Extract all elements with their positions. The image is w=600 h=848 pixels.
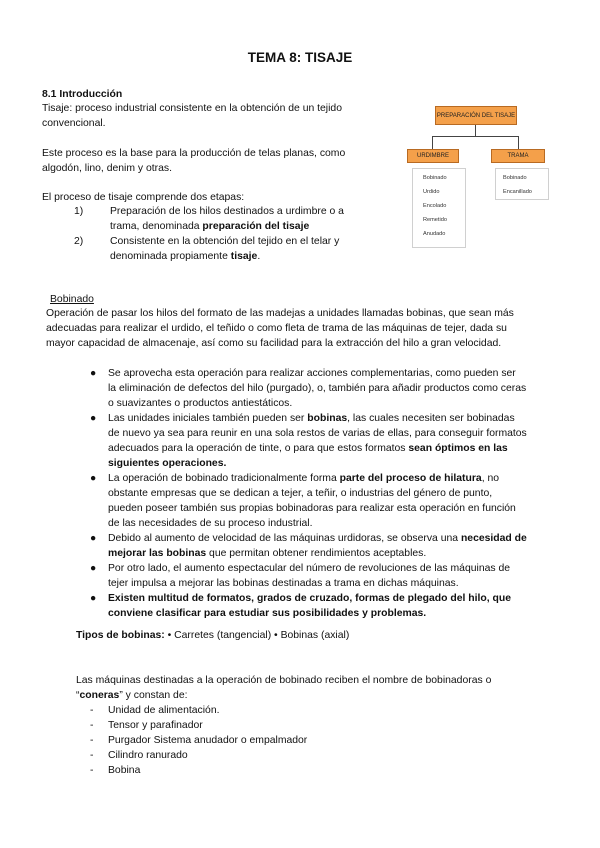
- section-heading-bobinado: Bobinado: [50, 294, 94, 305]
- section-heading-introduccion: 8.1 Introducción: [42, 89, 123, 100]
- list-item: [90, 703, 490, 718]
- diagram-trama-box: TRAMA: [491, 149, 545, 163]
- list-item: [90, 591, 570, 621]
- diagram-item: Encolado: [423, 203, 447, 209]
- diagram-trama-list: [495, 168, 549, 200]
- bold-span: sean óptimos en las: [408, 443, 508, 454]
- connector-line: [475, 125, 476, 136]
- text-span: , no: [481, 473, 500, 484]
- bullet-icon: ●: [90, 563, 97, 574]
- list-item-text: Purgador Sistema anudador o empalmador: [108, 735, 308, 746]
- diagram-item: Bobinado: [423, 175, 447, 181]
- text-span: Debido al aumento de velocidad de las máquinas urdidoras, se observa una: [108, 533, 461, 544]
- bullet-icon: ●: [90, 533, 97, 544]
- text-line: de las necesidades de su proceso industrial.: [108, 518, 313, 529]
- text-line: [110, 219, 386, 234]
- text-line: obstante empresas que se dedican a tejer, a teñir, o industrias del género de punto,: [108, 488, 493, 499]
- bold-span: bobinas: [307, 413, 348, 424]
- diagram-item: Anudado: [423, 231, 446, 237]
- diagram-urdimbre-box: URDIMBRE: [407, 149, 459, 163]
- bold-span: tisaje: [230, 251, 258, 262]
- text-line: Por otro lado, el aumento espectacular del número de revoluciones de las máquinas de: [108, 563, 511, 574]
- text-line: [110, 249, 386, 264]
- text-line: convencional.: [42, 118, 106, 129]
- preparation-diagram: [395, 100, 565, 260]
- dash-marker: -: [90, 735, 94, 746]
- list-item: [76, 234, 386, 264]
- tipos-value: • Carretes (tangencial) • Bobinas (axial): [164, 630, 350, 641]
- text-line: [108, 531, 570, 546]
- maquinas-paragraph: [76, 673, 566, 703]
- text-line: Preparación de los hilos destinados a urdimbre o a: [110, 206, 344, 217]
- diagram-item: Urdido: [423, 189, 440, 195]
- text-span: adecuados para la operación de tinte, o para que estos formatos: [108, 443, 409, 454]
- bullet-icon: ●: [90, 473, 97, 484]
- text-line: [108, 546, 570, 561]
- bold-span: parte del proceso de hilatura: [339, 473, 482, 484]
- text-span: trama, denominada: [110, 221, 203, 232]
- list-item: [90, 733, 490, 748]
- list-item: [76, 204, 386, 234]
- tipos-bobinas-line: [76, 628, 349, 643]
- connector-line: [518, 136, 519, 149]
- text-line: Consistente en la obtención del tejido en el telar y: [110, 236, 340, 247]
- dash-marker: -: [90, 750, 94, 761]
- dash-marker: -: [90, 765, 94, 776]
- maquinas-dash-list: [90, 703, 490, 778]
- bold-span: necesidad de: [460, 533, 527, 544]
- bullet-icon: ●: [90, 368, 97, 379]
- text-line: [108, 411, 570, 426]
- text-line: algodón, lino, denim y otras.: [42, 163, 172, 174]
- text-span: “: [76, 690, 80, 701]
- connector-line: [432, 136, 518, 137]
- text-line: o suavizantes o productos antiestáticos.: [108, 398, 293, 409]
- text-line: Existen multitud de formatos, grados de cruzado, formas de plegado del hilo, que: [108, 593, 511, 604]
- steps-list: [76, 204, 386, 264]
- text-line: Operación de pasar los hilos del formato de las madejas a unidades llamadas bobinas, que sean más: [46, 308, 514, 319]
- text-line: Tisaje: proceso industrial consistente en la obtención de un tejido: [42, 103, 342, 114]
- text-line: [108, 471, 570, 486]
- bullet-icon: ●: [90, 413, 97, 424]
- tipos-label: Tipos de bobinas:: [76, 630, 165, 641]
- text-line: adecuadas para realizar el urdido, el teñido o como fleta de trama de las máquinas de tejer, dada su: [46, 323, 507, 334]
- list-item-text: Tensor y parafinador: [108, 720, 203, 731]
- bold-span: coneras: [79, 690, 120, 701]
- bobinado-bullet-list: [90, 366, 570, 621]
- bold-span: preparación del tisaje: [202, 221, 310, 232]
- list-item-text: Cilindro ranurado: [108, 750, 188, 761]
- text-span: , las cuales necesiten ser bobinadas: [347, 413, 515, 424]
- diagram-item: Remetido: [423, 217, 447, 223]
- list-item-text: Unidad de alimentación.: [108, 705, 220, 716]
- text-span: ” y constan de:: [119, 690, 188, 701]
- text-line: Se aprovecha esta operación para realizar acciones complementarias, como pueden ser: [108, 368, 516, 379]
- text-span: Las unidades iniciales también pueden ser: [108, 413, 308, 424]
- list-item: [90, 718, 490, 733]
- connector-line: [432, 136, 433, 149]
- text-line: tejer impulsa a mejorar las bobinas destinadas a trama en dichas máquinas.: [108, 578, 459, 589]
- list-item: [90, 411, 570, 471]
- diagram-root-box: PREPARACIÓN DEL TISAJE: [435, 106, 517, 125]
- bold-span: mejorar las bobinas: [108, 548, 207, 559]
- dash-marker: -: [90, 705, 94, 716]
- text-span: que permitan obtener rendimientos aceptables.: [206, 548, 427, 559]
- intro-paragraph-1: [42, 101, 382, 131]
- text-line: [76, 688, 566, 703]
- list-number: 2): [74, 236, 84, 247]
- text-line: la eliminación de defectos del hilo (purgado), o, también para añadir productos como ceras: [108, 383, 527, 394]
- text-line: pueden poseer también sus propias bobinadoras para realizar esta operación en función: [108, 503, 516, 514]
- text-line: Este proceso es la base para la producción de telas planas, como: [42, 148, 346, 159]
- text-line: de nuevo ya sea para reunir en una sola restos de varias de ellas, para conseguir formatos: [108, 428, 527, 439]
- text-line: Las máquinas destinadas a la operación de bobinado reciben el nombre de bobinadoras o: [76, 675, 492, 686]
- text-line: conviene clasificar para estudiar sus posibilidades y problemas.: [108, 608, 427, 619]
- intro-paragraph-2: [42, 146, 382, 176]
- dash-marker: -: [90, 720, 94, 731]
- diagram-item: Encanillado: [503, 189, 532, 195]
- list-item: [90, 471, 570, 531]
- list-item: [90, 366, 570, 411]
- bobinado-intro-paragraph: [46, 306, 566, 351]
- text-line: [108, 441, 570, 456]
- text-span: denominada propiamente: [110, 251, 231, 262]
- intro-paragraph-3: El proceso de tisaje comprende dos etapas:: [42, 192, 245, 203]
- text-span: La operación de bobinado tradicionalmente forma: [108, 473, 340, 484]
- text-line: mayor capacidad de almacenaje, así como su facilidad para la extracción del hilo a gran velocidad.: [46, 338, 502, 349]
- list-number: 1): [74, 206, 84, 217]
- text-span: .: [257, 251, 261, 262]
- text-line: siguientes operaciones.: [108, 458, 227, 469]
- list-item-text: Bobina: [108, 765, 141, 776]
- page-title: TEMA 8: TISAJE: [247, 50, 353, 65]
- bullet-icon: ●: [90, 593, 97, 604]
- list-item: [90, 748, 490, 763]
- list-item: [90, 531, 570, 561]
- diagram-item: Bobinado: [503, 175, 527, 181]
- list-item: [90, 561, 570, 591]
- list-item: [90, 763, 490, 778]
- diagram-urdimbre-list: [412, 168, 466, 248]
